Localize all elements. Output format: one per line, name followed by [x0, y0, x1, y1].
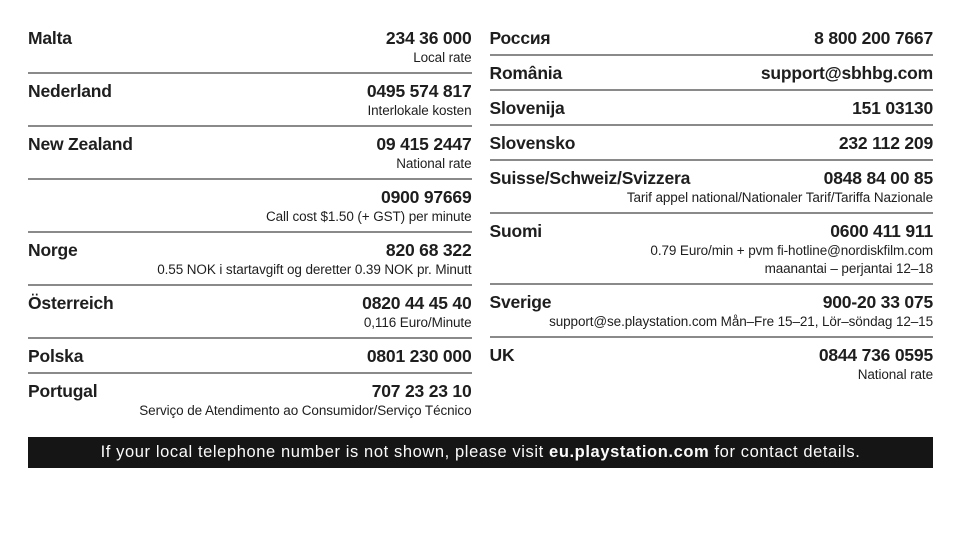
contact-row [28, 21, 472, 74]
contact-main-line [28, 381, 472, 401]
contact-main-line [490, 63, 934, 83]
rate-note: 0,116 Euro/Minute [363, 315, 472, 330]
rate-note: Interlokale kosten [367, 103, 472, 118]
country-name: UK [489, 345, 515, 365]
contact-main-line [490, 98, 934, 118]
contact-row [490, 285, 934, 338]
rate-note: National rate [857, 367, 933, 382]
contact-main-line [490, 28, 934, 48]
contact-row [490, 161, 934, 214]
contact-number: 0820 44 45 40 [362, 293, 472, 313]
contact-number: 151 03130 [852, 98, 933, 118]
contact-row [490, 56, 934, 91]
contact-row [490, 21, 934, 56]
country-name: Norge [28, 240, 78, 260]
contact-main-line [28, 346, 472, 366]
footer-website-url: eu.playstation.com [549, 443, 710, 461]
country-name: Россия [489, 28, 551, 48]
contact-number: 8 800 200 7667 [814, 28, 933, 48]
contact-main-line [28, 134, 472, 154]
contact-row [490, 214, 934, 285]
contact-main-line [490, 133, 934, 153]
contact-row [490, 91, 934, 126]
rate-note: Local rate [413, 50, 472, 65]
contact-main-line [490, 292, 934, 312]
contact-row [490, 338, 934, 389]
contact-main-line [28, 293, 472, 313]
footer-text-before: If your local telephone number is not shown, please visit [100, 443, 544, 461]
contact-row [28, 286, 472, 339]
contact-row [490, 126, 934, 161]
contact-number: 09 415 2447 [376, 134, 472, 154]
contact-row [28, 74, 472, 127]
country-name: Suisse/Schweiz/Svizzera [489, 168, 691, 188]
country-name: Nederland [28, 81, 112, 101]
contact-row [28, 339, 472, 374]
contact-number: 232 112 209 [838, 133, 933, 153]
contact-main-line [490, 221, 934, 241]
country-name: Portugal [28, 381, 98, 401]
contact-column-left [28, 21, 472, 425]
footer-text-after: for contact details. [714, 443, 861, 461]
country-name: Österreich [28, 293, 114, 313]
contact-number: 0801 230 000 [366, 346, 472, 366]
contact-main-line [28, 240, 472, 260]
contact-number: 0900 97669 [381, 187, 472, 207]
contact-number: 820 68 322 [385, 240, 472, 260]
rate-note: Tarif appel national/Nationaler Tarif/Tariffa Nazionale [626, 190, 933, 205]
contact-number: 900-20 33 075 [822, 292, 933, 312]
country-name: Sverige [489, 292, 552, 312]
country-name: Polska [28, 346, 84, 366]
rate-note: Serviço de Atendimento ao Consumidor/Serviço Técnico [139, 403, 472, 418]
rate-note: 0.55 NOK i startavgift og deretter 0.39 NOK pr. Minutt [157, 262, 472, 277]
footer-notice-bar [28, 437, 933, 468]
rate-note: Call cost $1.50 (+ GST) per minute [265, 209, 472, 224]
contact-number: 0848 84 00 85 [823, 168, 933, 188]
country-name: Malta [28, 28, 72, 48]
contact-number: 234 36 000 [385, 28, 472, 48]
contact-row [28, 180, 472, 233]
country-name: Slovenija [489, 98, 565, 118]
contact-main-line [28, 187, 472, 207]
contact-row [28, 374, 472, 425]
rate-note: 0.79 Euro/min + pvm fi-hotline@nordiskfilm.com [650, 243, 933, 258]
contact-number: support@sbhbg.com [760, 63, 933, 83]
country-name: Suomi [489, 221, 542, 241]
contact-column-right [490, 21, 934, 425]
rate-note: maanantai – perjantai 12–18 [764, 261, 933, 276]
contact-main-line [28, 28, 472, 48]
contact-main-line [490, 168, 934, 188]
contact-row [28, 127, 472, 180]
contact-number: 0600 411 911 [830, 221, 933, 241]
contact-main-line [28, 81, 472, 101]
rate-note: National rate [396, 156, 472, 171]
country-name: Slovensko [489, 133, 576, 153]
country-name: New Zealand [28, 134, 133, 154]
contact-number: 0495 574 817 [366, 81, 472, 101]
contact-row [28, 233, 472, 286]
rate-note: support@se.playstation.com Mån–Fre 15–21, Lör–söndag 12–15 [549, 314, 933, 329]
country-name: România [489, 63, 563, 83]
contact-number: 0844 736 0595 [818, 345, 933, 365]
contact-number: 707 23 23 10 [371, 381, 472, 401]
contact-main-line [490, 345, 934, 365]
